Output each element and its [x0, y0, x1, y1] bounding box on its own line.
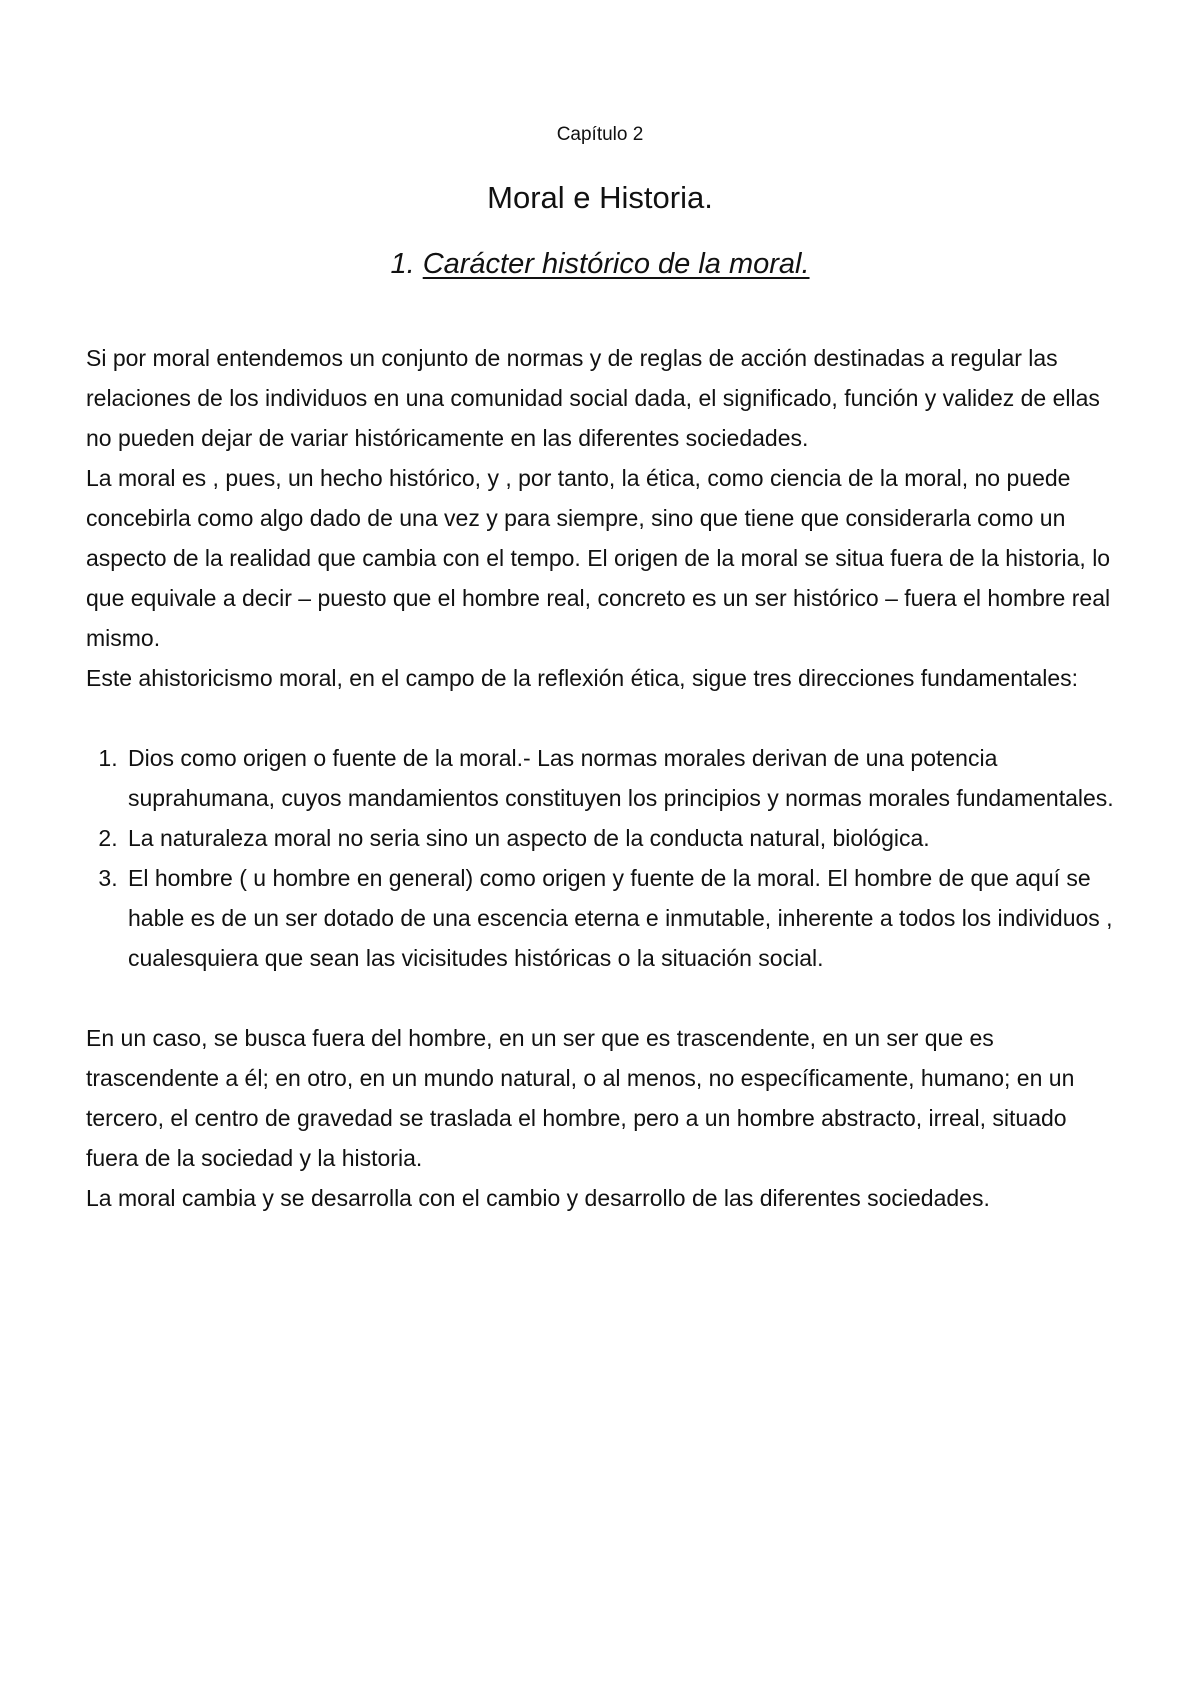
chapter-label: Capítulo 2: [556, 124, 644, 145]
numbered-list: [86, 738, 1116, 978]
paragraph: La moral es , pues, un hecho histórico, y , por tanto, la ética, como ciencia de la moral, no puede concebirla como algo dado de una vez y para siempre, sino que tiene que considerarla como un aspecto de la realidad que cambia con el tempo. El origen de la moral se situa fuera de la historia, lo que equivale a decir – puesto que el hombre real, concreto es un ser histórico – fuera el hombre real mismo.: [86, 465, 1111, 651]
list-item: 2. La naturaleza moral no seria sino un aspecto de la conducta natural, biológica.: [124, 818, 1116, 858]
document-body: [86, 338, 1116, 1218]
paragraph: Este ahistoricismo moral, en el campo de la reflexión ética, sigue tres direcciones fundamentales:: [86, 665, 1079, 691]
paragraph: La moral cambia y se desarrolla con el cambio y desarrollo de las diferentes sociedades.: [86, 1185, 990, 1211]
paragraph: En un caso, se busca fuera del hombre, en un ser que es trascendente, en un ser que es trascendente a él; en otro, en un mundo natural, o al menos, no específicamente, humano; en un tercero, el centro de gravedad se traslada el hombre, pero a un hombre abstracto, irreal, situado fuera de la sociedad y la historia.: [86, 1025, 1075, 1171]
section-number: 1.: [390, 248, 415, 280]
paragraph: Si por moral entendemos un conjunto de normas y de reglas de acción destinadas a regular las relaciones de los individuos en una comunidad social dada, el significado, función y validez de ellas no pueden dejar de variar históricamente en las diferentes sociedades.: [86, 345, 1100, 451]
section-title: Carácter histórico de la moral.: [422, 248, 810, 280]
list-item: 3. El hombre ( u hombre en general) como origen y fuente de la moral. El hombre de que aquí se hable es de un ser dotado de una escencia eterna e inmutable, inherente a todos los individuos , cualesquiera que sean las vicisitudes históricas o la situación social.: [124, 858, 1116, 978]
section-heading: [0, 248, 1200, 281]
page-title: Moral e Historia.: [487, 180, 713, 215]
list-item: 1. Dios como origen o fuente de la moral.- Las normas morales derivan de una potencia suprahumana, cuyos mandamientos constituyen los principios y normas morales fundamentales.: [124, 738, 1116, 818]
